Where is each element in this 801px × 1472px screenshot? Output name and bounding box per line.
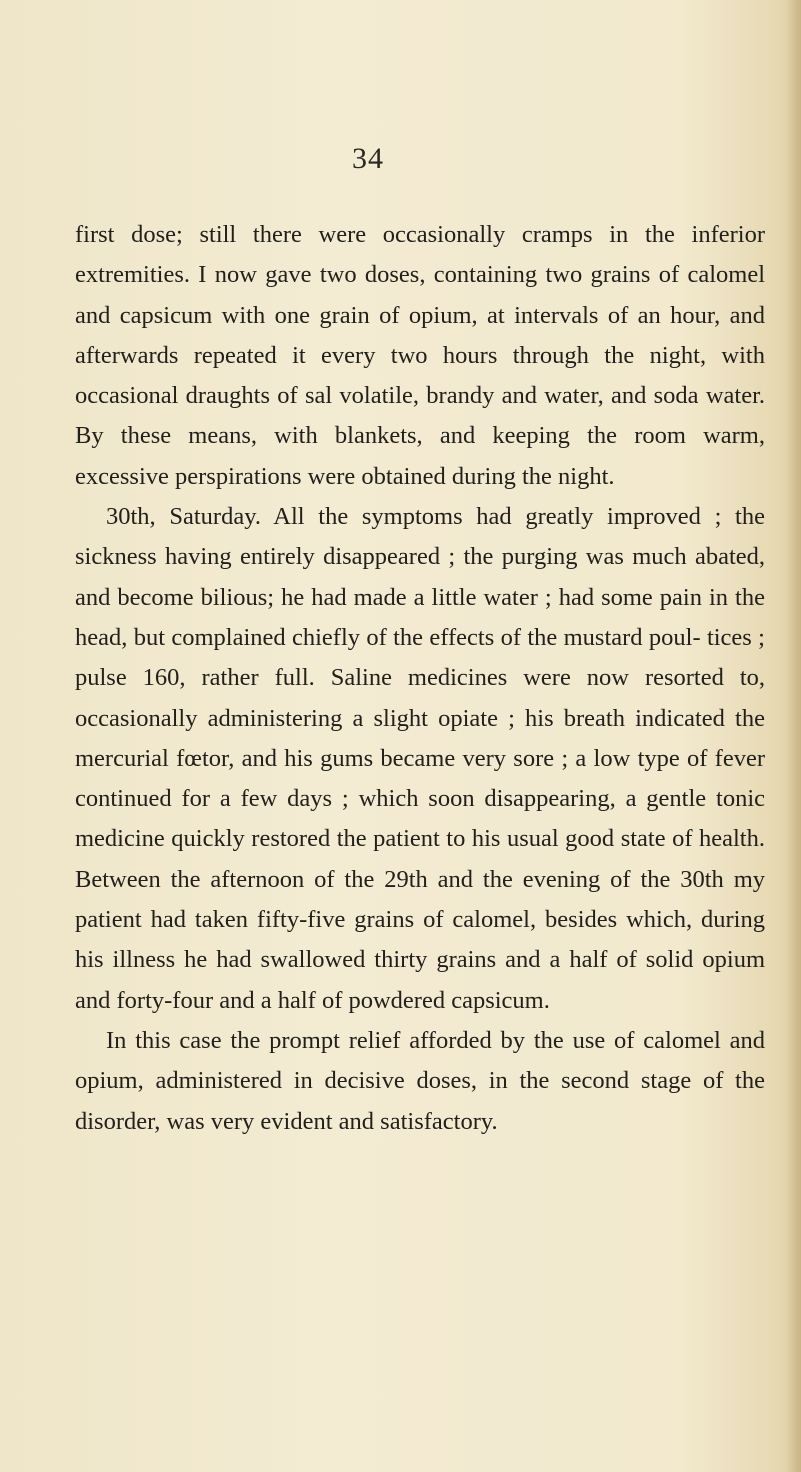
page-edge-shadow [787,0,801,1472]
page-number: 34 [352,142,384,175]
paragraph-3: In this case the prompt relief afforded by the use of calomel and opium, administered in decisive doses, in the second stage of the disorder, was very evident and satisfactory. [75,1026,765,1135]
body-text [75,215,765,1142]
paragraph-1: first dose; still there were occasionally cramps in the inferior extremities. I now gave two doses, containing two grains of calomel and capsicum with one grain of opium, at intervals of an hour, and afterwards repeated it every two hours through the night, with occasional draughts of sal volatile, brandy and water, and soda water. By these means, with blankets, and keeping the room warm, excessive perspirations were obtained during the night. [75,221,765,490]
paragraph-2: 30th, Saturday. All the symptoms had greatly improved ; the sickness having entirely disappeared ; the purging was much abated, and become bilious; he had made a little water ; had some pain in the head, but complained chiefly of the effects of the mustard poul- tices ; pulse 160, rather full. Saline medicines were now resorted to, occasionally administering a slight opiate ; his breath indicated the mercurial fœtor, and his gums became very sore ; a low type of fever continued for a few days ; which soon disappearing, a gentle tonic medicine quickly restored the patient to his usual good state of health. Between the afternoon of the 29th and the evening of the 30th my patient had taken fifty-five grains of calomel, besides which, during his illness he had swallowed thirty grains and a half of solid opium and forty-four and a half of powdered capsicum. [75,503,765,1014]
